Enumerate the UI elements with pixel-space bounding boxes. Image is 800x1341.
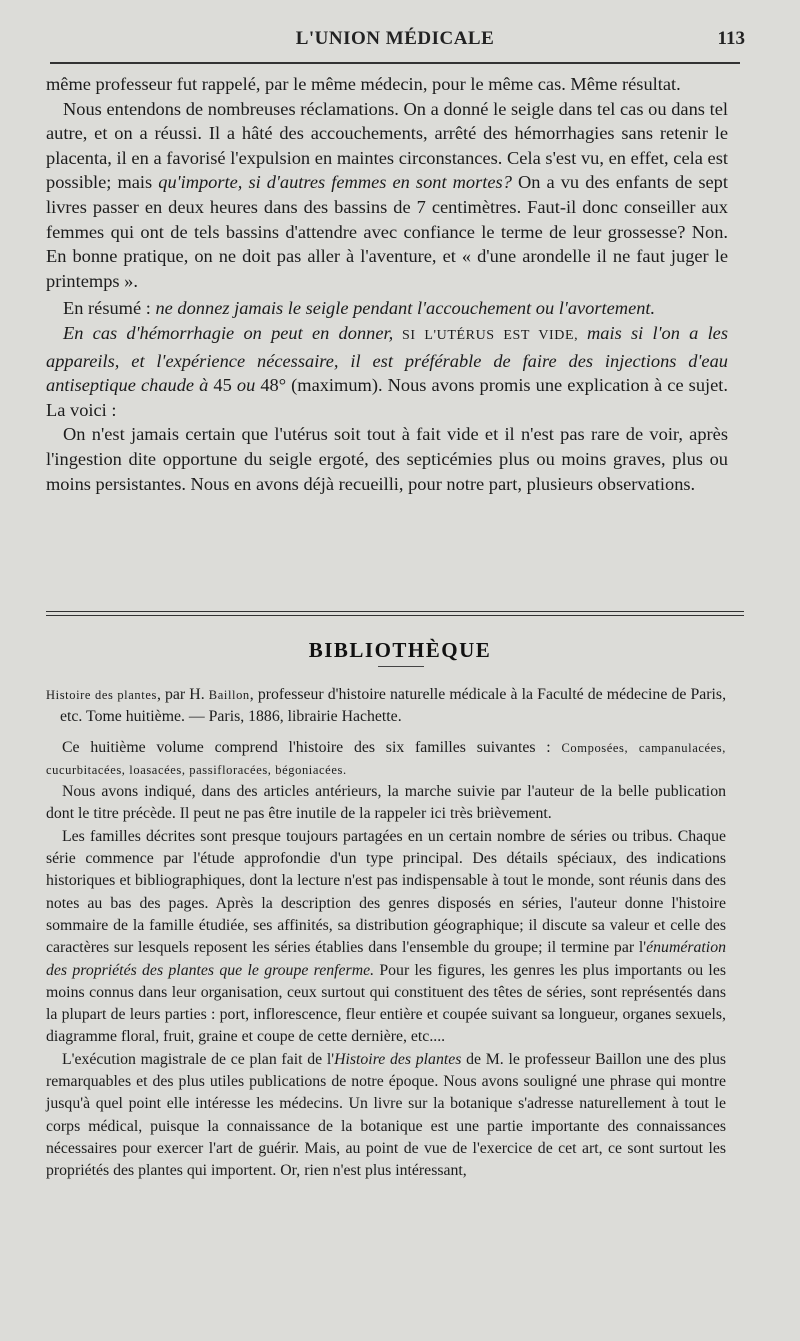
section-divider [46,611,744,616]
text-run: On a vu des enfants de sept livres passer en deux heures dans des bassins de 7 centimètres. Faut-il donc conseiller aux femmes qui ont de tels bassins d'attendre avec confiance le terme de leur grossesse? Non. En bonne pratique, on ne doit pas aller à l'aventure, et « d'une arondelle il ne faut juger le printemps ». [46,172,728,291]
text-run: de M. le professeur Baillon une des plus remarquables et des plus utiles publications de notre époque. Nous avons souligné une phrase qui montre jusqu'à quel point elle intéresse les médecins. Un livre sur la botanique s'adresse naturellement à tout le corps médical, puisque la connaissance de la botanique est une partie importante des connaissances nécessaires pour exercer l'art de guérir. Mais, au point de vue de l'exercice de cet art, ce sont surtout les propriétés des plantes qui importent. Or, rien n'est plus intéressant, [46,1050,726,1180]
text-run: On n'est jamais certain que l'utérus soit tout à fait vide et il n'est pas rare de voir, après l'ingestion dite opportune du seigle ergoté, des septicémies plus ou moins graves, plus ou moins persistantes. Nous en avons déjà recueilli, pour notre part, plusieurs observations. [46,424,728,494]
paragraph [46,826,726,1049]
italic-run: qu'importe, si d'autres femmes en sont mortes? [158,172,512,193]
paragraph [46,781,726,826]
text-run: , par H. [156,686,209,703]
text-run: Ce huitième volume comprend l'histoire des six familles suivantes : [62,738,562,756]
text-run: En résumé : [63,298,156,319]
bibliotheque-body [46,684,726,1183]
text-run: même professeur fut rappelé, par le même médecin, pour le même cas. Même résultat. [46,74,681,94]
text-run: Nous entendons de nombreuses réclamations. On a donné le seigle dans tel cas ou dans tel autre, et on a réussi. Il a hâté des accouchements, arrêté des hémorrhagies sans retenir le placenta, il en a favorisé l'expulsion en maintes circonstances. Cela s'est vu, en effet, cela est possible; mais [46,98,728,193]
smallcaps-run: asacées, passifloracées, bégoniacées. [140,762,347,777]
text-run: 45 [208,375,237,396]
text-run: Les familles décrites sont presque toujours partagées en un certain nombre de séries ou tribus. Chaque série commence par l'étude approfondie d'un type principal. Des détails spéciaux, des indications historiques et bibliographiques, dont la lecture n'est pas indispensable à tout le monde, sont réunis dans des notes au bas des pages. Après la description des genres disposés en séries, l'auteur donne l'histoire sommaire de la famille étudiée, ses affinités, sa distribution géographique; il discute sa valeur et celle des caractères sur lesquels reposent les séries établies dans l'ensemble du groupe; il termine par l' [46,827,726,957]
smallcaps-run: Histoire des plantes [46,688,157,702]
paragraph [46,296,728,321]
header-rule [50,62,740,64]
text-run: Nous avons indiqué, dans des articles antérieurs, la marche suivie par l'auteur de la belle publication dont le titre précède. Il peut ne pas être inutile de la rappeler ici très brièvement. [46,783,726,823]
bibliographic-entry [46,684,726,729]
journal-title: L'UNION MÉDICALE [295,28,495,49]
paragraph [46,737,726,782]
italic-run: Histoire des plantes [334,1050,462,1068]
running-header [45,28,745,54]
article-body-continued [46,72,728,496]
text-run: , professeur d'histoire naturelle médicale à la Faculté de médecine de Paris, etc. Tome huitième. — Paris, 1886, librairie Hachette. [60,686,727,726]
smallcaps-run: Composées, campanulacées, cucurbitacées, lo [46,740,726,777]
paragraph [46,72,728,97]
paragraph [46,1049,726,1183]
text-run: 48° (maximum). Nous avons promis une explication à ce sujet. La voici : [46,375,728,420]
smallcaps-run: Baillon [208,688,250,702]
section-title-underline [378,666,424,667]
smallcaps-run: SI L'UTÉRUS EST VIDE, [393,327,587,343]
italic-run: ne donnez jamais le seigle pendant l'accouchement ou l'avortement. [155,298,656,319]
section-title: BIBLIOTHÈQUE [308,638,492,662]
text-run: L'exécution magistrale de ce plan fait de l' [62,1050,335,1068]
paragraph [46,422,728,496]
text-run: Pour les figures, les genres les plus importants ou les moins connus dans leur organisation, ceux surtout qui constituent des têtes de séries, sont représentés dans la plupart de leurs parties : port, inflorescence, fleur entière et coupée suivant sa longueur, organes sexuels, diagramme floral, fruit, graine et coupe de cette dernière, etc.... [46,961,726,1046]
italic-run: ou [236,375,256,396]
italic-run: mais si l'on a les appareils, et l'expérience nécessaire, il est préférable de faire des injections d'eau antiseptique chaude à [46,322,728,396]
page-number: 113 [717,28,745,49]
paragraph [46,321,728,422]
italic-run: énumération des propriétés des plantes que le groupe renferme. [46,939,726,979]
italic-run: En cas d'hémorrhagie on peut en donner, [63,322,394,343]
paragraph [46,97,728,294]
